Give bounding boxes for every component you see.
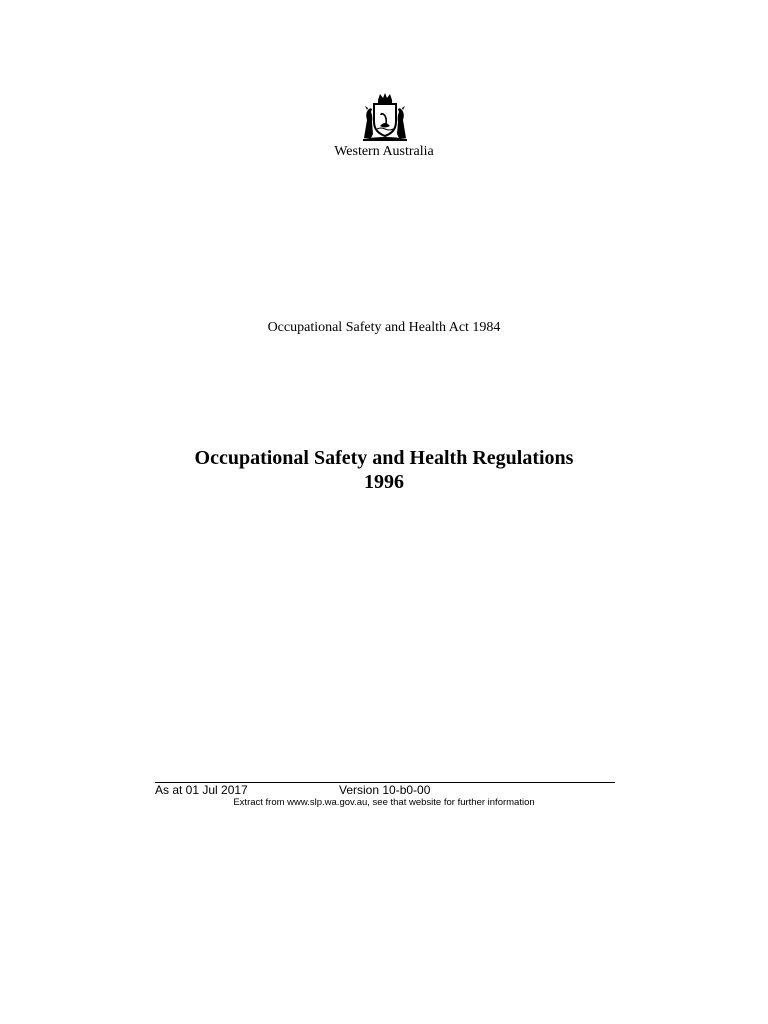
regulations-title-line-1: Occupational Safety and Health Regulations xyxy=(194,447,574,469)
jurisdiction-label: Western Australia xyxy=(334,144,434,159)
regulations-title xyxy=(0,446,768,494)
footer-version: Version 10-b0-00 xyxy=(339,783,431,797)
act-name: Occupational Safety and Health Act 1984 xyxy=(267,320,501,335)
regulations-title-line-2: 1996 xyxy=(364,471,404,493)
footer-extract-note: Extract from www.slp.wa.gov.au, see that website for further information xyxy=(233,797,535,808)
footer-as-at-date: As at 01 Jul 2017 xyxy=(155,783,248,797)
coat-of-arms-icon xyxy=(359,90,411,142)
